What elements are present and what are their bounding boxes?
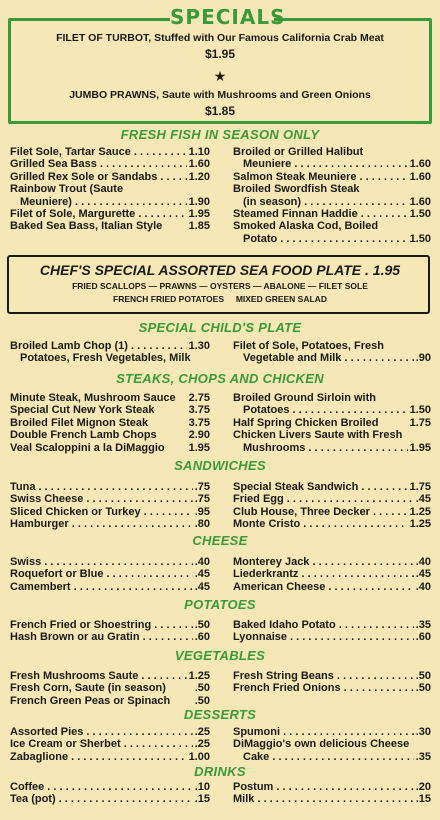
menu-item: Swiss . . . .40 xyxy=(10,556,210,568)
menu-item: Baked Idaho Potato . . . .35 xyxy=(233,619,431,631)
menu-item: Meuniere . . . 1.60 xyxy=(233,158,431,170)
menu-item: Broiled or Grilled Halibut xyxy=(233,146,431,158)
menu-item: Vegetable and Milk . . . .90 xyxy=(233,352,431,364)
menu-item: Mushrooms . . . 1.95 xyxy=(233,442,431,454)
menu-item: DiMaggio's own delicious Cheese xyxy=(233,738,431,750)
menu-item: Sliced Chicken or Turkey . . . .95 xyxy=(10,506,210,518)
menu-item: Fried Egg . . . .45 xyxy=(233,493,431,505)
menu-item: Lyonnaise . . . .60 xyxy=(233,631,431,643)
section-title-sandwiches: SANDWICHES xyxy=(174,458,266,473)
section-title-fresh-fish: FRESH FISH IN SEASON ONLY xyxy=(120,127,320,142)
menu-item: Minute Steak, Mushroom Sauce 2.75 xyxy=(10,392,210,404)
menu-item: Broiled Lamb Chop (1) . . . 1.30 xyxy=(10,340,210,352)
specials-title: SPECIALS xyxy=(170,5,286,29)
menu-item: Salmon Steak Meuniere . . . 1.60 xyxy=(233,171,431,183)
menu-item: Zabaglione . . . 1.00 xyxy=(10,751,210,763)
menu-item: Hash Brown or au Gratin . . . .60 xyxy=(10,631,210,643)
special-turbot-price: $1.95 xyxy=(204,47,236,61)
menu-item: Double French Lamb Chops 2.90 xyxy=(10,429,210,442)
menu-item: Swiss Cheese . . . .75 xyxy=(10,493,210,505)
menu-item: Liederkrantz . . . .45 xyxy=(233,568,431,580)
fresh-fish-left xyxy=(10,146,210,233)
sandwiches-right xyxy=(233,481,431,531)
menu-item: Monte Cristo . . . 1.25 xyxy=(233,518,431,530)
menu-item: French Fried or Shoestring . . . .50 xyxy=(10,619,210,631)
star-icon: ★ xyxy=(213,68,227,84)
menu-item: Potatoes, Fresh Vegetables, Milk xyxy=(10,352,210,364)
menu-item: Veal Scaloppini a la DiMaggio 1.95 xyxy=(10,441,210,454)
desserts-right xyxy=(233,726,431,763)
menu-item: Tuna . . . .75 xyxy=(10,481,210,493)
chef-special-title: CHEF'S SPECIAL ASSORTED SEA FOOD PLATE . 1.95 xyxy=(39,262,401,278)
menu-item: Half Spring Chicken Broiled 1.75 xyxy=(233,416,431,429)
menu-item: Roquefort or Blue . . . .45 xyxy=(10,568,210,580)
cheese-right xyxy=(233,556,431,593)
menu-item: Monterey Jack . . . .40 xyxy=(233,556,431,568)
sandwiches-left xyxy=(10,481,210,531)
menu-item: French Green Peas or Spinach .50 xyxy=(10,694,210,707)
chef-special-line-1: FRIED SCALLOPS — PRAWNS — OYSTERS — ABALONE — FILET SOLE xyxy=(72,281,368,291)
menu-item: Filet of Sole, Margurette . . . 1.95 xyxy=(10,208,210,220)
section-title-steaks: STEAKS, CHOPS AND CHICKEN xyxy=(116,371,324,386)
menu-item: Milk . . . .15 xyxy=(233,793,431,805)
special-turbot: FILET OF TURBOT, Stuffed with Our Famous California Crab Meat xyxy=(56,32,384,44)
menu-item: Broiled Filet Mignon Steak 3.75 xyxy=(10,416,210,429)
menu-item: Grilled Sea Bass . . . 1.60 xyxy=(10,158,210,170)
menu-item: Potatoes . . . 1.50 xyxy=(233,404,431,416)
menu-item: Filet of Sole, Potatoes, Fresh xyxy=(233,340,431,352)
desserts-left xyxy=(10,726,210,763)
menu-item: Chicken Livers Saute with Fresh xyxy=(233,429,431,441)
child-left xyxy=(10,340,210,365)
menu-item: Rainbow Trout (Saute xyxy=(10,183,210,195)
steaks-right xyxy=(233,392,431,454)
menu-item: French Fried Onions . . . .50 xyxy=(233,682,431,694)
potatoes-right xyxy=(233,619,431,644)
section-title-child: SPECIAL CHILD'S PLATE xyxy=(138,320,302,335)
section-title-drinks: DRINKS xyxy=(194,764,246,779)
menu-item: Broiled Ground Sirloin with xyxy=(233,392,431,404)
menu-item: Club House, Three Decker . . . 1.25 xyxy=(233,506,431,518)
menu-item: Meuniere) . . . 1.90 xyxy=(10,196,210,208)
menu-item: Grilled Rex Sole or Sandabs . . . 1.20 xyxy=(10,171,210,183)
cheese-left xyxy=(10,556,210,593)
vegetables-right xyxy=(233,670,431,695)
steaks-left xyxy=(10,392,210,454)
menu-item: (in season) . . . 1.60 xyxy=(233,196,431,208)
menu-item: Ice Cream or Sherbet . . . .25 xyxy=(10,738,210,750)
drinks-left xyxy=(10,781,210,806)
menu-item: Filet Sole, Tartar Sauce . . . 1.10 xyxy=(10,146,210,158)
menu-item: Broiled Swordfish Steak xyxy=(233,183,431,195)
fresh-fish-right xyxy=(233,146,431,245)
menu-item: Steamed Finnan Haddie . . . 1.50 xyxy=(233,208,431,220)
menu-item: Fresh Mushrooms Saute . . . 1.25 xyxy=(10,670,210,682)
special-prawns-price: $1.85 xyxy=(204,104,236,118)
menu-item: Fresh String Beans . . . .50 xyxy=(233,670,431,682)
section-title-desserts: DESSERTS xyxy=(183,707,257,722)
child-right xyxy=(233,340,431,365)
menu-item: American Cheese . . . .40 xyxy=(233,581,431,593)
menu-item: Special Steak Sandwich . . . 1.75 xyxy=(233,481,431,493)
section-title-potatoes: POTATOES xyxy=(184,597,256,612)
section-title-vegetables: VEGETABLES xyxy=(174,648,266,663)
menu-item: Smoked Alaska Cod, Boiled xyxy=(233,220,431,232)
menu-item: Fresh Corn, Saute (in season) .50 xyxy=(10,682,210,695)
menu-item: Baked Sea Bass, Italian Style 1.85 xyxy=(10,220,210,233)
menu-item: Coffee . . . .10 xyxy=(10,781,210,793)
menu-item: Tea (pot) . . . .15 xyxy=(10,793,210,805)
special-prawns: JUMBO PRAWNS, Saute with Mushrooms and Green Onions xyxy=(69,89,371,101)
section-title-cheese: CHEESE xyxy=(192,533,248,548)
menu-item: Postum . . . .20 xyxy=(233,781,431,793)
menu-item: Camembert . . . .45 xyxy=(10,581,210,593)
potatoes-left xyxy=(10,619,210,644)
menu-item: Assorted Pies . . . .25 xyxy=(10,726,210,738)
menu-item: Spumoni . . . .30 xyxy=(233,726,431,738)
menu-item: Cake . . . .35 xyxy=(233,751,431,763)
vegetables-left xyxy=(10,670,210,707)
menu-item: Special Cut New York Steak 3.75 xyxy=(10,404,210,417)
drinks-right xyxy=(233,781,431,806)
menu-item: Potato . . . 1.50 xyxy=(233,233,431,245)
menu-item: Hamburger . . . .80 xyxy=(10,518,210,530)
chef-special-line-2: FRENCH FRIED POTATOES MIXED GREEN SALAD xyxy=(113,294,327,304)
